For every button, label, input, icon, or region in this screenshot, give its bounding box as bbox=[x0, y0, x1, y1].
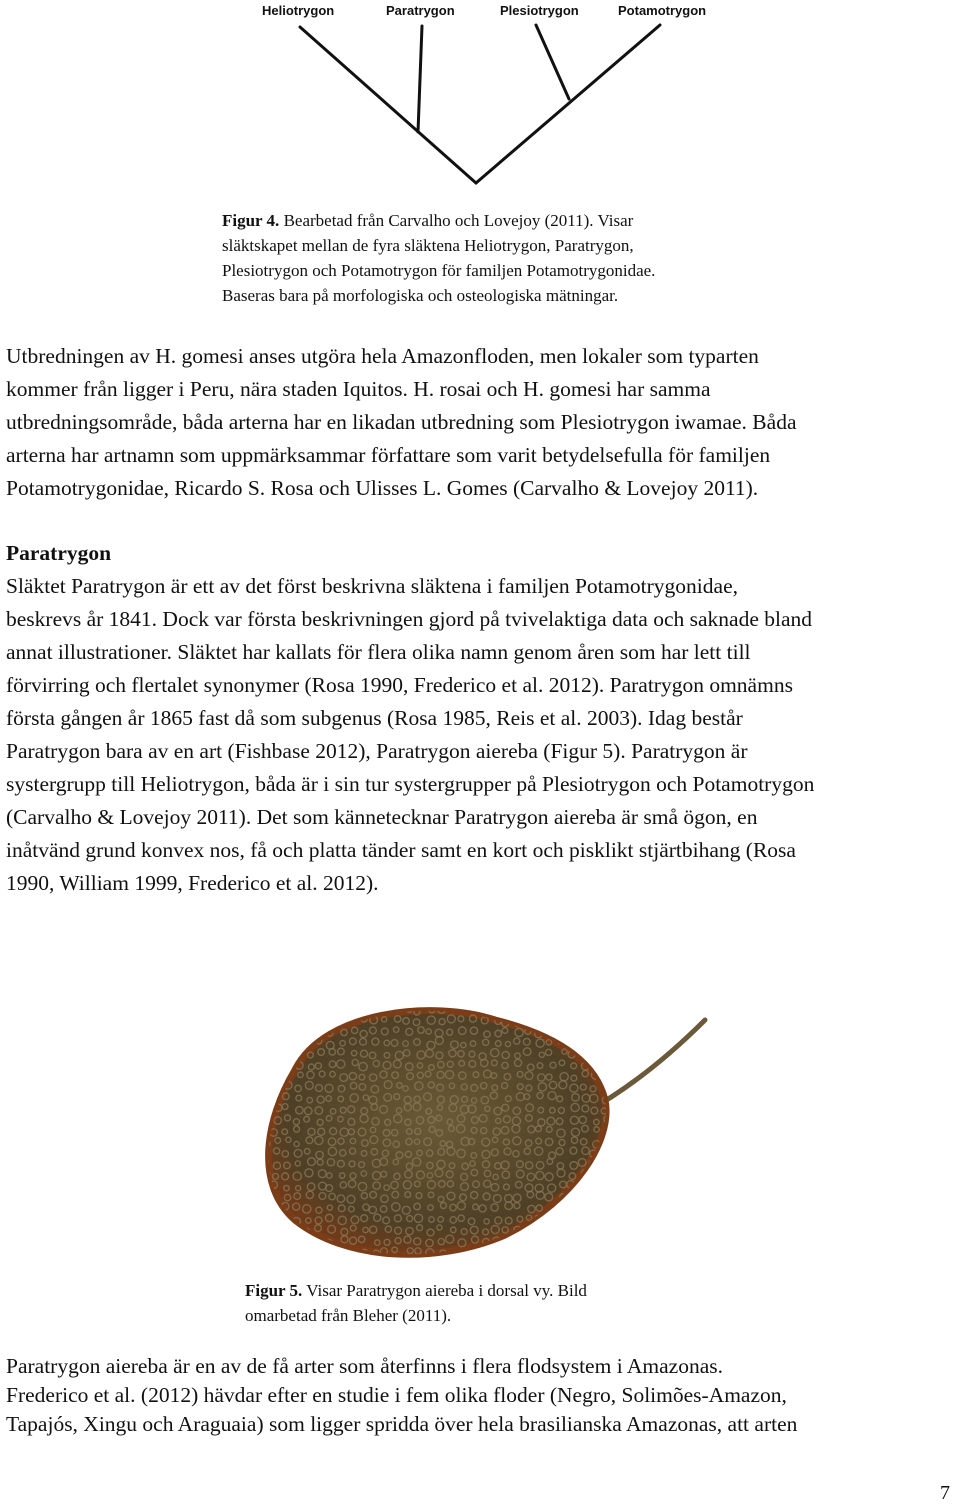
tree-label-paratrygon: Paratrygon bbox=[386, 3, 455, 18]
paragraph-line: första gången år 1865 fast då som subgenus (Rosa 1985, Reis et al. 2003). Idag består bbox=[6, 706, 743, 730]
branch-potamotrygon bbox=[476, 25, 660, 183]
stingray-body bbox=[269, 1011, 606, 1255]
paragraph-line: Paratrygon bara av en art (Fishbase 2012), Paratrygon aiereba (Figur 5). Paratrygon är bbox=[6, 739, 748, 763]
paragraph-distribution bbox=[6, 340, 956, 505]
figure4-caption-text: släktskapet mellan de fyra släktena Heliotrygon, Paratrygon, bbox=[222, 236, 634, 255]
tree-label-potamotrygon: Potamotrygon bbox=[618, 3, 707, 18]
figure5-caption bbox=[245, 1278, 745, 1328]
paragraph-line: förvirring och flertalet synonymer (Rosa 1990, Frederico et al. 2012). Paratrygon omnämns bbox=[6, 673, 793, 697]
paragraph-line: Frederico et al. (2012) hävdar efter en studie i fem olika floder (Negro, Solimões-Amazon, bbox=[6, 1383, 787, 1407]
paragraph-line: utbredningsområde, båda arterna har en likadan utbredning som Plesiotrygon iwamae. Båda bbox=[6, 410, 797, 434]
figure4-caption-label: Figur 4. bbox=[222, 211, 280, 230]
paragraph-line: Tapajós, Xingu och Araguaia) som ligger spridda över hela brasilianska Amazonas, att arten bbox=[6, 1412, 798, 1436]
branch-plesiotrygon bbox=[536, 25, 569, 99]
section-heading: Paratrygon bbox=[6, 541, 112, 565]
tree-label-plesiotrygon: Plesiotrygon bbox=[500, 3, 579, 18]
figure4-caption bbox=[222, 208, 822, 308]
branch-heliotrygon bbox=[300, 27, 476, 183]
figure5-caption-text: omarbetad från Bleher (2011). bbox=[245, 1306, 452, 1325]
paragraph-line: Släktet Paratrygon är ett av det först beskrivna släktena i familjen Potamotrygonidae, bbox=[6, 574, 738, 598]
paragraph-line: Utbredningen av H. gomesi anses utgöra hela Amazonfloden, men lokaler som typarten bbox=[6, 344, 759, 368]
paragraph-line: arterna har artnamn som uppmärksammar författare som varit betydelsefulla för familjen bbox=[6, 443, 771, 467]
paragraph-line: Paratrygon aiereba är en av de få arter som återfinns i flera flodsystem i Amazonas. bbox=[6, 1354, 723, 1378]
paragraph-aiereba bbox=[6, 1352, 956, 1439]
page-number: 7 bbox=[940, 1482, 950, 1504]
figure4-caption-text: Bearbetad från Carvalho och Lovejoy (2011). Visar bbox=[279, 211, 634, 230]
stingray-photo bbox=[235, 990, 735, 1270]
figure4-caption-text: Baseras bara på morfologiska och osteologiska mätningar. bbox=[222, 286, 619, 305]
paragraph-line: 1990, William 1999, Frederico et al. 2012). bbox=[6, 871, 379, 895]
paragraph-line: (Carvalho & Lovejoy 2011). Det som kännetecknar Paratrygon aiereba är små ögon, en bbox=[6, 805, 758, 829]
paragraph-line: systergrupp till Heliotrygon, båda är i sin tur systergrupper på Plesiotrygon och Potamotrygon bbox=[6, 772, 815, 796]
cladogram bbox=[0, 0, 960, 195]
paragraph-paratrygon bbox=[6, 570, 956, 900]
tree-label-heliotrygon: Heliotrygon bbox=[262, 3, 335, 18]
paragraph-line: annat illustrationer. Släktet har kallats för flera olika namn genom åren som har lett till bbox=[6, 640, 751, 664]
paragraph-line: inåtvänd grund konvex nos, få och platta tänder samt en kort och pisklikt stjärtbihang (Rosa bbox=[6, 838, 796, 862]
figure4-caption-text: Plesiotrygon och Potamotrygon för familjen Potamotrygonidae. bbox=[222, 261, 656, 280]
paragraph-line: Potamotrygonidae, Ricardo S. Rosa och Ulisses L. Gomes (Carvalho & Lovejoy 2011). bbox=[6, 476, 759, 500]
paragraph-line: beskrevs år 1841. Dock var första beskrivningen gjord på tvivelaktiga data och saknade bland bbox=[6, 607, 812, 631]
figure5-caption-label: Figur 5. bbox=[245, 1281, 303, 1300]
figure5-caption-text: Visar Paratrygon aiereba i dorsal vy. Bild bbox=[302, 1281, 587, 1300]
paragraph-line: kommer från ligger i Peru, nära staden Iquitos. H. rosai och H. gomesi har samma bbox=[6, 377, 711, 401]
branch-paratrygon bbox=[418, 26, 422, 132]
